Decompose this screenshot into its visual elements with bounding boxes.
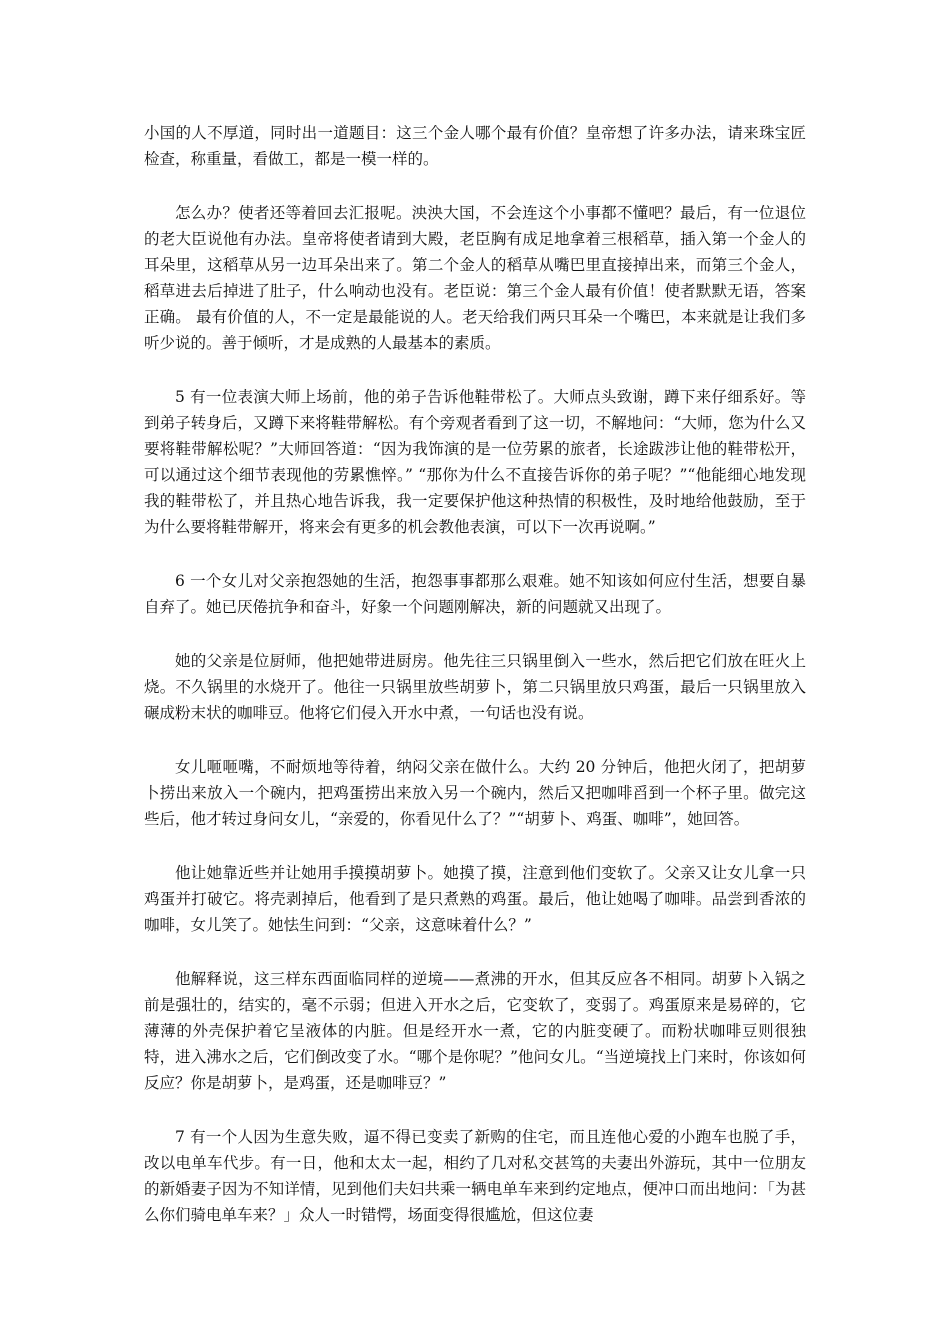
paragraph-father-chef: 她的父亲是位厨师，他把她带进厨房。他先往三只锅里倒入一些水，然后把它们放在旺火上烧。不久锅里的水烧开了。他往一只锅里放些胡萝卜，第二只锅里放只鸡蛋，最后一只锅里放入碾成粉末状的咖啡豆。他将它们侵入开水中煮，一句话也没有说。 <box>144 652 806 722</box>
paragraph-story-5-shoelace: 5 有一位表演大师上场前，他的弟子告诉他鞋带松了。大师点头致谢，蹲下来仔细系好。等到弟子转身后，又蹲下来将鞋带解松。有个旁观者看到了这一切，不解地问：“大师，您为什么又要将鞋带解松呢？”大师回答道：“因为我饰演的是一位劳累的旅者，长途跋涉让他的鞋带松开，可以通过这个细节表现他的劳累憔悴。” “那你为什么不直接告诉你的弟子呢？”“他能细心地发现我的鞋带松了，并且热心地告诉我，我一定要保护他这种热情的积极性，及时地给他鼓励，至于为什么要将鞋带解开，将来会有更多的机会教他表演，可以下一次再说啊。” <box>144 388 806 536</box>
paragraph-story-7-business: 7 有一个人因为生意失败，逼不得已变卖了新购的住宅，而且连他心爱的小跑车也脱了手，改以电单车代步。有一日，他和太太一起，相约了几对私交甚笃的夫妻出外游玩，其中一位朋友的新婚妻子因为不知详情，见到他们夫妇共乘一辆电单车来到约定地点，便冲口而出地问：「为甚么你们骑电单车来？」众人一时错愕，场面变得很尴尬，但这位妻 <box>144 1128 806 1224</box>
paragraph-daughter-waits: 女儿咂咂嘴，不耐烦地等待着，纳闷父亲在做什么。大约 20 分钟后，他把火闭了，把胡萝卜捞出来放入一个碗内，把鸡蛋捞出来放入另一个碗内，然后又把咖啡舀到一个杯子里。做完这些后，他才转过身问女儿，“亲爱的，你看见什么了？”“胡萝卜、鸡蛋、咖啡”，她回答。 <box>144 758 806 828</box>
paragraph-golden-men-question: 小国的人不厚道，同时出一道题目：这三个金人哪个最有价值？皇帝想了许多办法，请来珠宝匠检查，称重量，看做工，都是一模一样的。 <box>144 124 806 168</box>
paragraph-touch-carrot: 他让她靠近些并让她用手摸摸胡萝卜。她摸了摸，注意到他们变软了。父亲又让女儿拿一只鸡蛋并打破它。将壳剥掉后，他看到了是只煮熟的鸡蛋。最后，他让她喝了咖啡。品尝到香浓的咖啡，女儿笑了。她怯生问到：“父亲，这意味着什么？” <box>144 864 806 934</box>
paragraph-old-minister-answer: 怎么办？使者还等着回去汇报呢。泱泱大国，不会连这个小事都不懂吧？最后，有一位退位的老大臣说他有办法。皇帝将使者请到大殿，老臣胸有成足地拿着三根稻草，插入第一个金人的耳朵里，这稻草从另一边耳朵出来了。第二个金人的稻草从嘴巴里直接掉出来，而第三个金人，稻草进去后掉进了肚子，什么响动也没有。老臣说：第三个金人最有价值！使者默默无语，答案正确。 最有价值的人，不一定是最能说的人。老天给我们两只耳朵一个嘴巴，本来就是让我们多听少说的。善于倾听，才是成熟的人最基本的素质。 <box>144 204 806 352</box>
paragraph-story-6-daughter: 6 一个女儿对父亲抱怨她的生活，抱怨事事都那么艰难。她不知该如何应付生活，想要自暴自弃了。她已厌倦抗争和奋斗，好象一个问题刚解决，新的问题就又出现了。 <box>144 572 806 616</box>
paragraph-father-explains: 他解释说，这三样东西面临同样的逆境——煮沸的开水，但其反应各不相同。胡萝卜入锅之前是强壮的，结实的，毫不示弱；但进入开水之后，它变软了，变弱了。鸡蛋原来是易碎的，它薄薄的外壳保护着它呈液体的内脏。但是经开水一煮，它的内脏变硬了。而粉状咖啡豆则很独特，进入沸水之后，它们倒改变了水。“哪个是你呢？”他问女儿。“当逆境找上门来时，你该如何反应？你是胡萝卜，是鸡蛋，还是咖啡豆？” <box>144 970 806 1092</box>
document-page <box>144 120 806 1256</box>
